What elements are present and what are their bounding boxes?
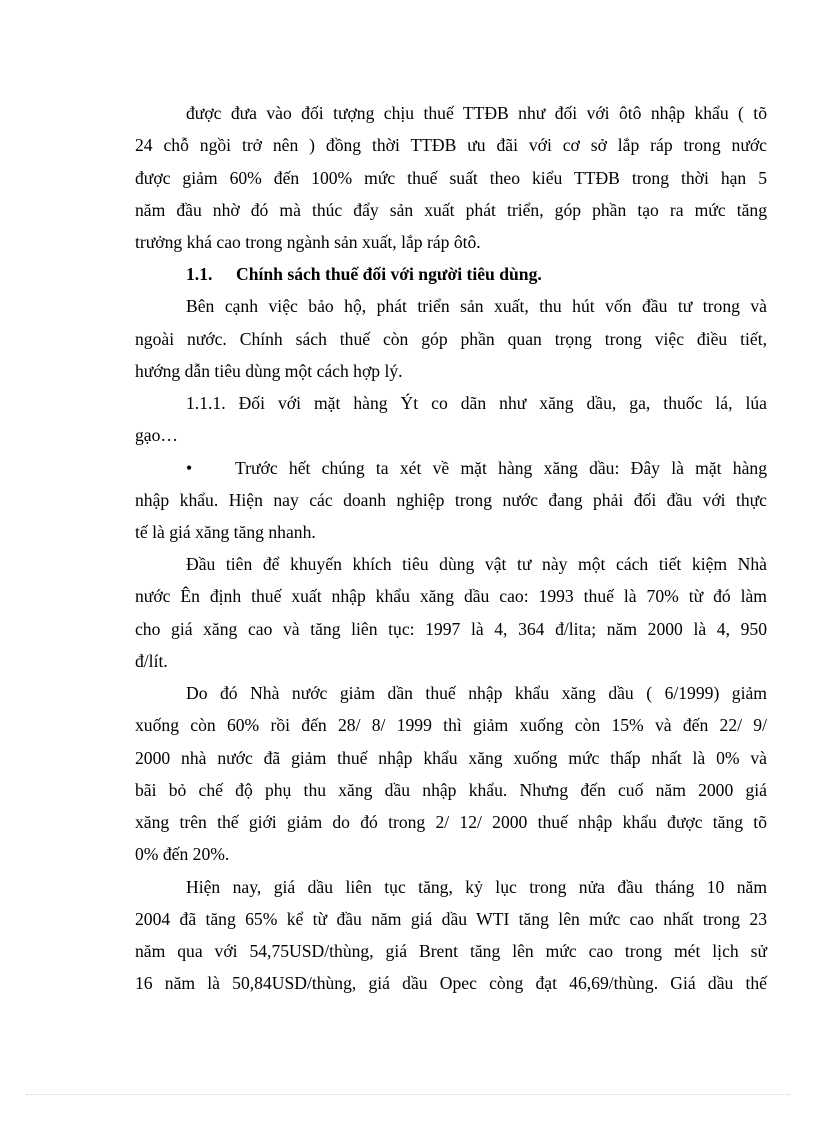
bullet-line-2: nhập khẩu. Hiện nay các doanh nghiệp trong nước đang phải đối đầu với thực [135,490,767,510]
paragraph-4-line-3: 2000 nhà nước đã giảm thuế nhập khẩu xăng xuống mức thấp nhất là 0% và [135,748,767,768]
paragraph-1-line-1: được đưa vào đối tượng chịu thuế TTĐB như đối với ôtô nhập khẩu ( tõ [186,103,767,123]
page-bottom-divider [26,1094,790,1095]
section-heading [186,262,542,286]
paragraph-1-line-2: 24 chỗ ngồi trở nên ) đồng thời TTĐB ưu đãi với cơ sở lắp ráp trong nước [135,135,767,155]
paragraph-5-line-4: 16 năm là 50,84USD/thùng, giá dầu Opec còng đạt 46,69/thùng. Giá dầu thế [135,973,767,993]
paragraph-1-line-5: trưởng khá cao trong ngành sản xuất, lắp ráp ôtô. [135,232,481,252]
paragraph-5-line-3: năm qua với 54,75USD/thùng, giá Brent tăng lên mức cao trong mét lịch sử [135,941,767,961]
bullet-line-3: tế là giá xăng tăng nhanh. [135,522,316,542]
paragraph-2-line-1: Bên cạnh việc bảo hộ, phát triển sản xuất, thu hút vốn đầu tư trong và [186,296,767,316]
bullet-icon: • [186,458,193,478]
paragraph-3-line-1: Đầu tiên để khuyến khích tiêu dùng vật tư này một cách tiết kiệm Nhà [186,554,767,574]
section-heading-number: 1.1. [186,264,213,284]
subsection-heading-line-1: 1.1.1. Đối với mặt hàng Ýt co dãn như xăng dầu, ga, thuốc lá, lúa [186,393,767,413]
paragraph-3-line-3: cho giá xăng cao và tăng liên tục: 1997 là 4, 364 đ/lita; năm 2000 là 4, 950 [135,619,767,639]
paragraph-3-line-4: đ/lít. [135,651,168,671]
paragraph-4-line-4: bãi bỏ chế độ phụ thu xăng dầu nhập khẩu. Nhưng đến cuố năm 2000 giá [135,780,767,800]
bullet-line-1: Trước hết chúng ta xét về mặt hàng xăng dầu: Đây là mặt hàng [235,458,767,478]
paragraph-2-line-2: ngoài nước. Chính sách thuế còn góp phần quan trọng trong việc điều tiết, [135,329,767,349]
paragraph-2-line-3: hướng dẫn tiêu dùng một cách hợp lý. [135,361,403,381]
paragraph-1-line-3: được giảm 60% đến 100% mức thuế suất theo kiểu TTĐB trong thời hạn 5 [135,168,767,188]
subsection-heading-line-2: gạo… [135,425,178,445]
paragraph-4-line-6: 0% đến 20%. [135,844,230,864]
section-heading-text: Chính sách thuế đối với người tiêu dùng. [236,264,542,284]
paragraph-1-line-4: năm đầu nhờ đó mà thúc đẩy sản xuất phát triển, góp phần tạo ra mức tăng [135,200,767,220]
paragraph-4-line-5: xăng trên thế giới giảm do đó trong 2/ 12/ 2000 thuế nhập khẩu được tăng tõ [135,812,767,832]
paragraph-4-line-2: xuống còn 60% rồi đến 28/ 8/ 1999 thì giảm xuống còn 15% và đến 22/ 9/ [135,715,767,735]
paragraph-3-line-2: nước Ên định thuế xuất nhập khẩu xăng dầu cao: 1993 thuế là 70% từ đó làm [135,586,767,606]
paragraph-5-line-2: 2004 đã tăng 65% kể từ đầu năm giá dầu WTI tăng lên mức cao nhất trong 23 [135,909,767,929]
paragraph-4-line-1: Do đó Nhà nước giảm dần thuế nhập khẩu xăng dầu ( 6/1999) giảm [186,683,767,703]
paragraph-5-line-1: Hiện nay, giá dầu liên tục tăng, kỷ lục trong nửa đầu tháng 10 năm [186,877,767,897]
